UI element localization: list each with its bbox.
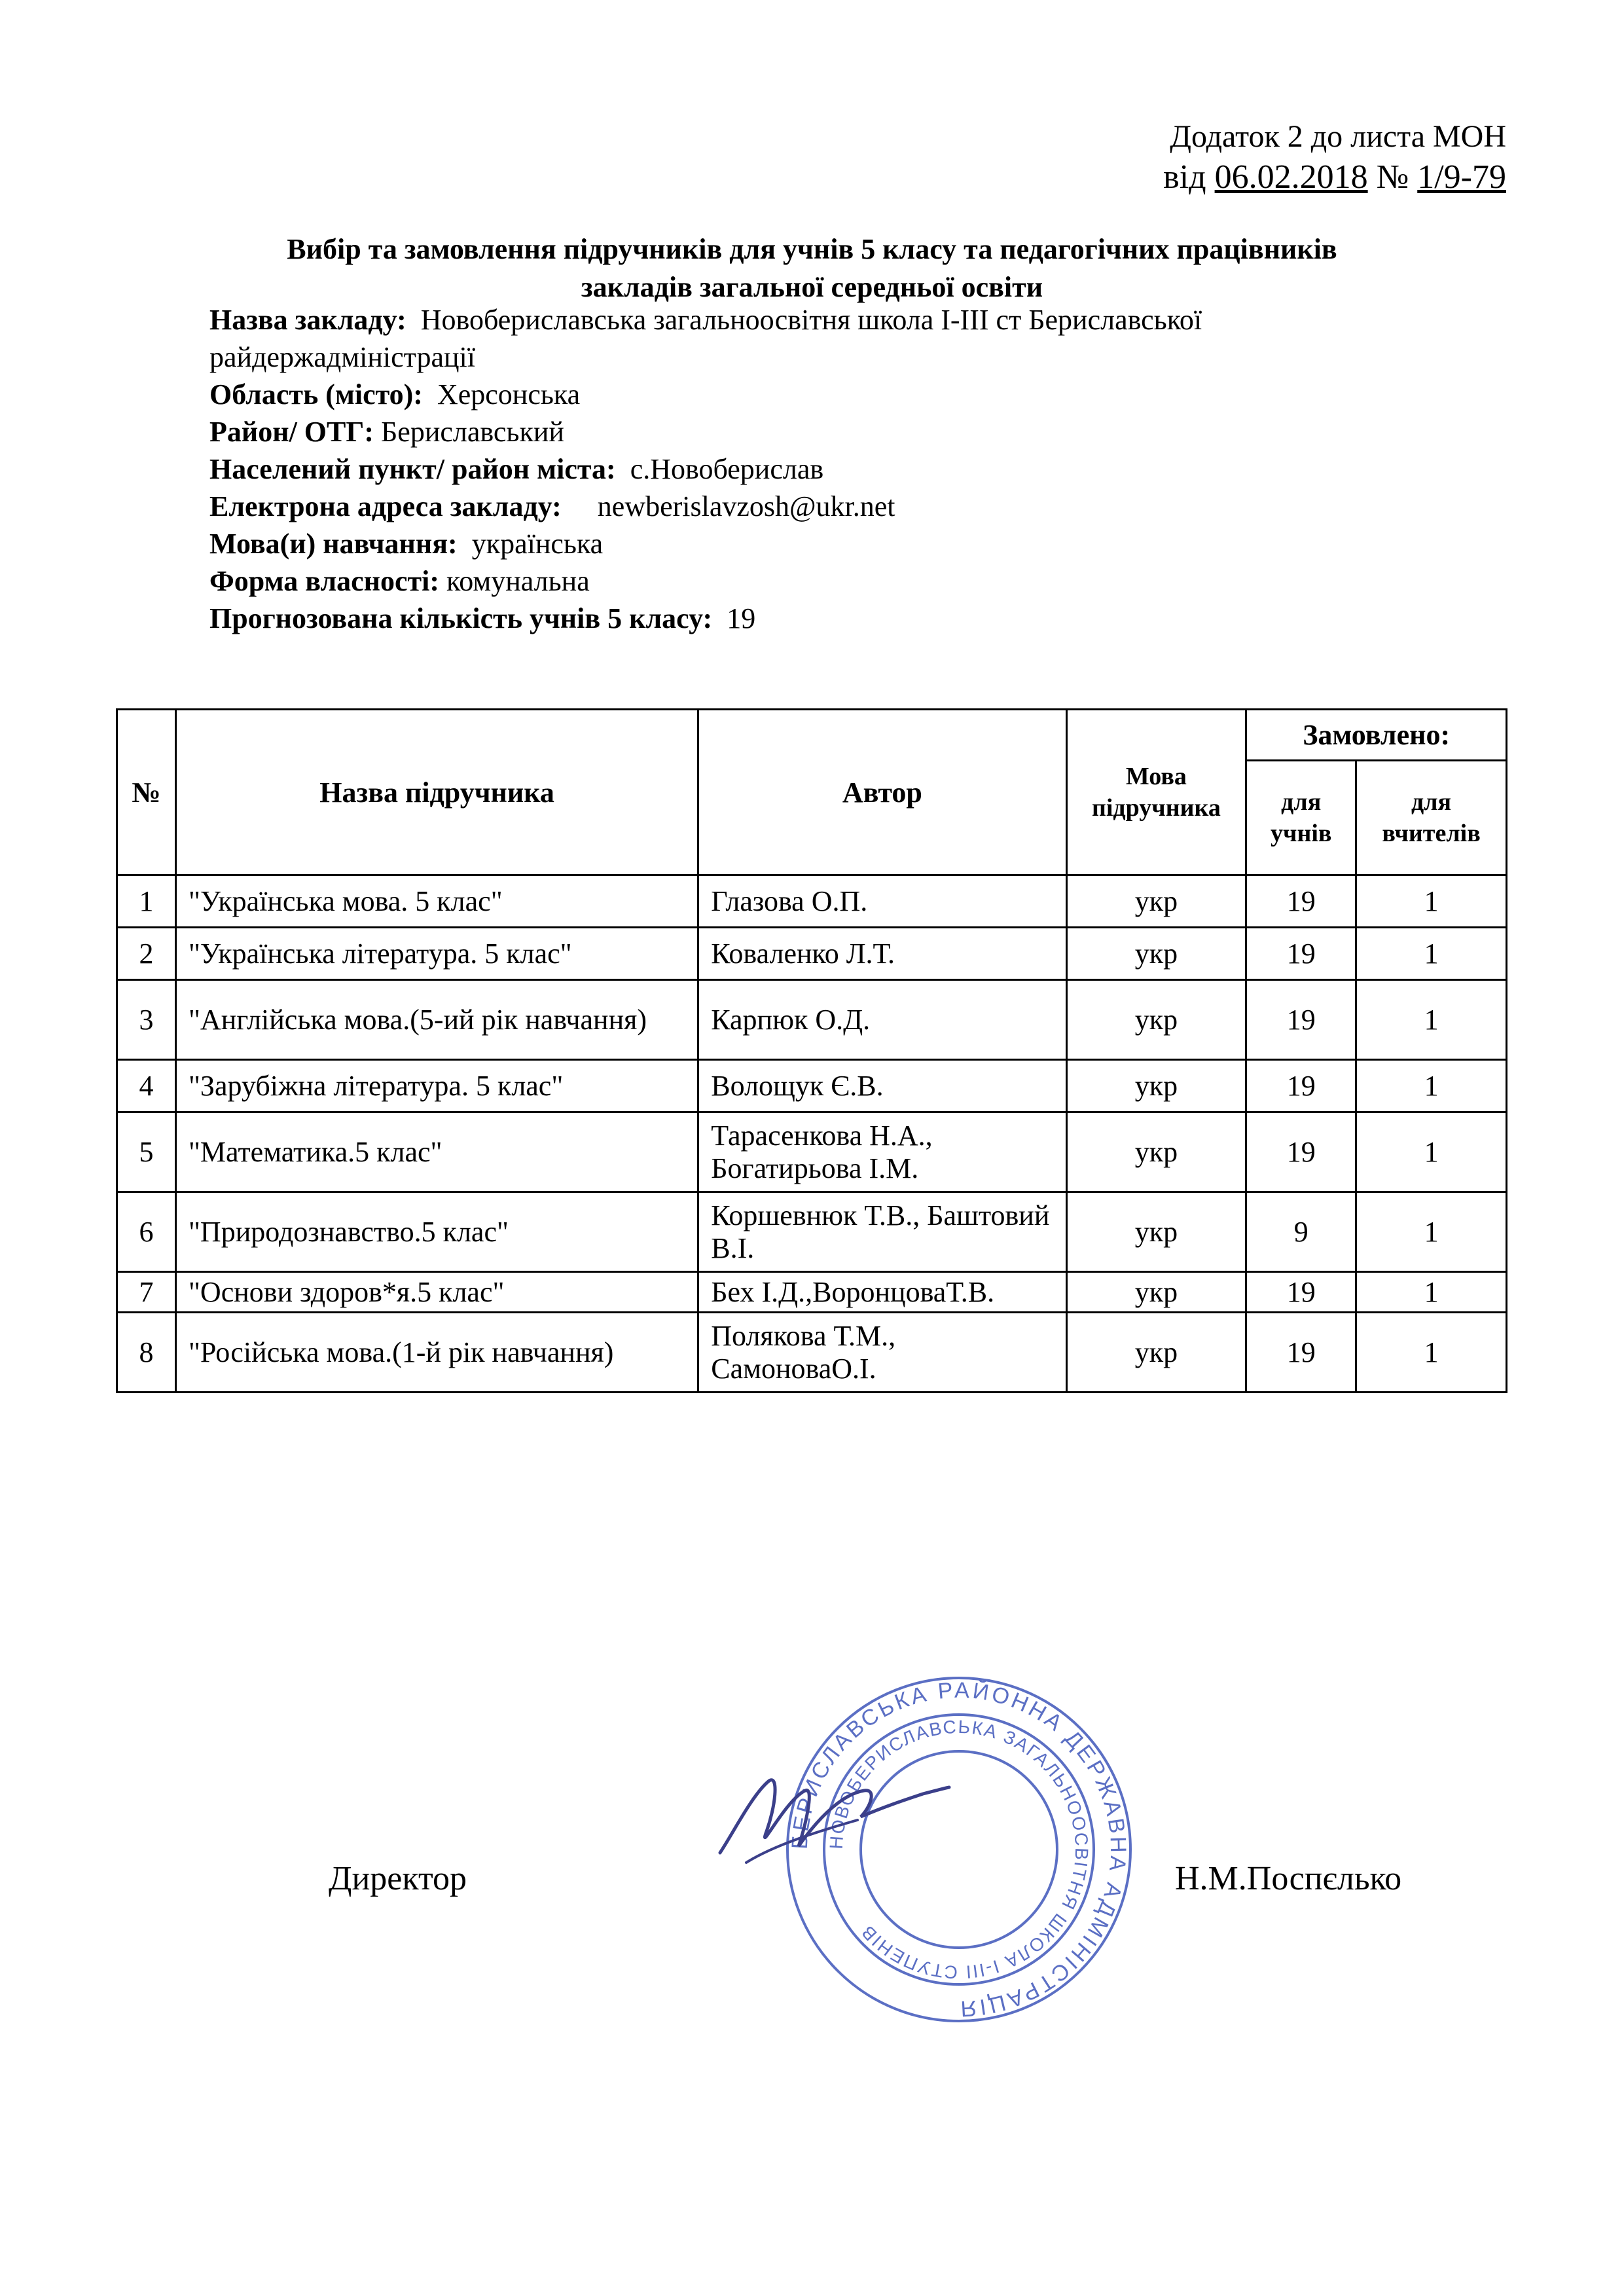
table-row (117, 1272, 1507, 1313)
row-language: укр (1066, 1272, 1246, 1313)
annex-reference (1163, 117, 1506, 198)
ownership-row (209, 562, 1486, 600)
row-language: укр (1066, 928, 1246, 980)
row-students-qty: 19 (1246, 1112, 1356, 1192)
row-author: Коваленко Л.Т. (698, 928, 1066, 980)
row-book-name: "Російська мова.(1-й рік навчання) (175, 1313, 698, 1393)
table-row (117, 1192, 1507, 1272)
row-teachers-qty: 1 (1356, 1192, 1507, 1272)
row-book-name: "Англійська мова.(5-ий рік навчання) (175, 980, 698, 1060)
row-teachers-qty: 1 (1356, 875, 1507, 928)
header-for-students (1246, 761, 1356, 875)
header-language-line1: Мова (1125, 763, 1187, 790)
row-book-name: "Математика.5 клас" (175, 1112, 698, 1192)
language-row (209, 525, 1486, 562)
row-teachers-qty: 1 (1356, 980, 1507, 1060)
header-language (1066, 710, 1246, 875)
title-line-2: закладів загальної середньої освіти (581, 271, 1043, 303)
row-number: 1 (117, 875, 176, 928)
ownership-label: Форма власності: (209, 565, 440, 597)
title-line-1: Вибір та замовлення підручників для учнів 5 класу та педагогічних працівників (287, 233, 1337, 265)
row-students-qty: 19 (1246, 1272, 1356, 1313)
header-teachers-line2: вчителів (1382, 820, 1481, 847)
director-name: Н.М.Поспєлько (1175, 1860, 1402, 1897)
locality-value: с.Новоберислав (615, 453, 824, 485)
row-students-qty: 19 (1246, 875, 1356, 928)
school-name-row (209, 301, 1486, 338)
locality-row (209, 450, 1486, 488)
table-row (117, 875, 1507, 928)
row-teachers-qty: 1 (1356, 1060, 1507, 1112)
table-row (117, 1060, 1507, 1112)
school-value: Новобериславська загальноосвітня школа І-ІІІ ст Бериславської (406, 304, 1202, 336)
row-author: Бех І.Д.,ВоронцоваТ.В. (698, 1272, 1066, 1313)
row-author: Полякова Т.М., СамоноваО.І. (698, 1313, 1066, 1393)
annex-no-sign: № (1367, 158, 1418, 196)
handwritten-signature (707, 1755, 956, 1886)
row-author: Коршевнюк Т.В., Баштовий В.І. (698, 1192, 1066, 1272)
header-students-line1: для (1281, 788, 1322, 816)
row-number: 4 (117, 1060, 176, 1112)
region-value: Херсонська (422, 378, 581, 410)
row-students-qty: 19 (1246, 1060, 1356, 1112)
row-teachers-qty: 1 (1356, 1313, 1507, 1393)
table-row (117, 1313, 1507, 1393)
annex-date: 06.02.2018 (1214, 158, 1368, 196)
students-count-row (209, 600, 1486, 637)
email-value: newberislavzosh@ukr.net (561, 490, 895, 522)
row-language: укр (1066, 1313, 1246, 1393)
row-book-name: "Основи здоров*я.5 клас" (175, 1272, 698, 1313)
header-language-line2: підручника (1091, 794, 1221, 822)
table-row (117, 1112, 1507, 1192)
row-language: укр (1066, 1112, 1246, 1192)
row-language: укр (1066, 1192, 1246, 1272)
stamp-outer-text: БЕРИСЛАВСЬКА РАЙОННА ДЕРЖАВНА АДМІНІСТРАЦІЯ (787, 1677, 1131, 2022)
language-value: українська (457, 528, 604, 560)
district-row (209, 413, 1486, 450)
header-book-name: Назва підручника (175, 710, 698, 875)
row-students-qty: 19 (1246, 1313, 1356, 1393)
annex-number: 1/9-79 (1417, 158, 1506, 196)
students-count-value: 19 (712, 602, 756, 634)
annex-prefix: від (1163, 158, 1215, 196)
row-students-qty: 19 (1246, 928, 1356, 980)
document-title (118, 230, 1506, 306)
row-book-name: "Українська мова. 5 клас" (175, 875, 698, 928)
students-count-label: Прогнозована кількість учнів 5 класу: (209, 602, 713, 634)
row-teachers-qty: 1 (1356, 1272, 1507, 1313)
row-number: 7 (117, 1272, 176, 1313)
row-number: 2 (117, 928, 176, 980)
locality-label: Населений пункт/ район міста: (209, 453, 616, 485)
row-author: Тарасенкова Н.А., Богатирьова І.М. (698, 1112, 1066, 1192)
row-students-qty: 9 (1246, 1192, 1356, 1272)
header-students-line2: учнів (1271, 820, 1332, 847)
region-row (209, 376, 1486, 413)
row-teachers-qty: 1 (1356, 1112, 1507, 1192)
region-label: Область (місто): (209, 378, 423, 410)
header-for-teachers (1356, 761, 1507, 875)
header-ordered: Замовлено: (1246, 710, 1507, 761)
language-label: Мова(и) навчання: (209, 528, 458, 560)
school-value-2: райдержадміністрації (209, 341, 475, 373)
row-book-name: "Українська література. 5 клас" (175, 928, 698, 980)
header-number: № (117, 710, 176, 875)
row-language: укр (1066, 875, 1246, 928)
email-row (209, 488, 1486, 525)
ownership-value: комунальна (439, 565, 590, 597)
header-author: Автор (698, 710, 1066, 875)
director-position: Директор (329, 1860, 467, 1897)
row-students-qty: 19 (1246, 980, 1356, 1060)
annex-date-line (1163, 157, 1506, 198)
school-info (209, 301, 1486, 637)
district-value: Бериславський (374, 416, 564, 448)
row-book-name: "Зарубіжна література. 5 клас" (175, 1060, 698, 1112)
row-teachers-qty: 1 (1356, 928, 1507, 980)
row-number: 6 (117, 1192, 176, 1272)
header-teachers-line1: для (1411, 788, 1452, 816)
row-number: 8 (117, 1313, 176, 1393)
table-row (117, 928, 1507, 980)
row-author: Глазова О.П. (698, 875, 1066, 928)
row-book-name: "Природознавство.5 клас" (175, 1192, 698, 1272)
table-row (117, 980, 1507, 1060)
row-number: 5 (117, 1112, 176, 1192)
row-author: Волощук Є.В. (698, 1060, 1066, 1112)
row-language: укр (1066, 980, 1246, 1060)
district-label: Район/ ОТГ: (209, 416, 374, 448)
school-name-row-2 (209, 338, 1486, 376)
textbook-order-table (116, 708, 1507, 1393)
row-author: Карпюк О.Д. (698, 980, 1066, 1060)
email-label: Електрона адреса закладу: (209, 490, 562, 522)
row-number: 3 (117, 980, 176, 1060)
school-label: Назва закладу: (209, 304, 406, 336)
row-language: укр (1066, 1060, 1246, 1112)
stamp-inner-text: НОВОБЕРИСЛАВСЬКА ЗАГАЛЬНООСВІТНЯ ШКОЛА І-ІІІ СТУПЕНІВ (825, 1716, 1092, 1983)
annex-line: Додаток 2 до листа МОН (1170, 119, 1506, 154)
